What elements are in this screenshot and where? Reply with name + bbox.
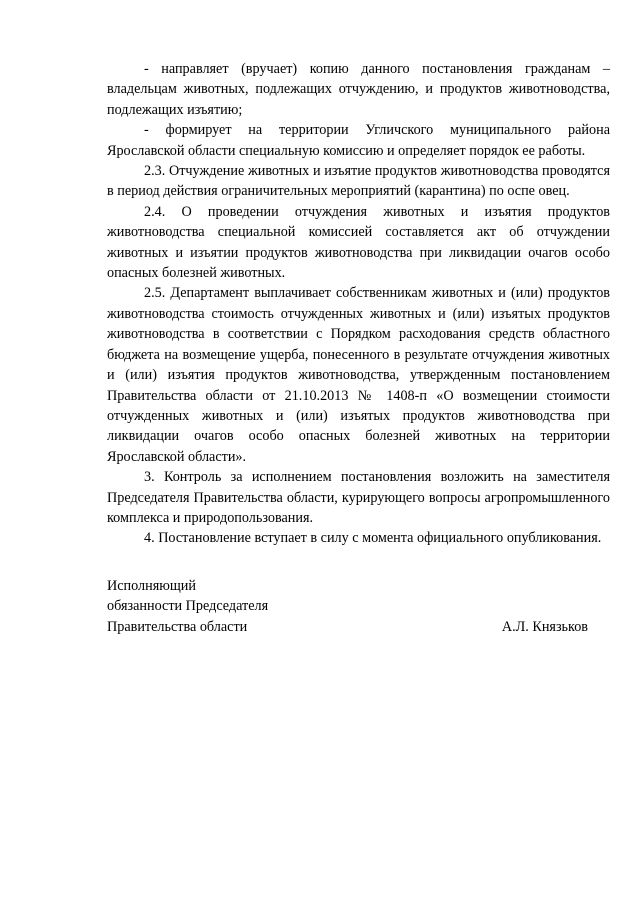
signature-row (107, 617, 610, 637)
paragraph-4: 4. Постановление вступает в силу с момента официального опубликования. (144, 530, 602, 547)
signatory-title-line-3: Правительства области (107, 618, 248, 635)
paragraph-send-copy: - направляет (вручает) копию данного постановления гражданам – владельцам животных, подлежащих отчуждению, и продуктов животноводства, подлежащих изъятию; (107, 61, 610, 118)
paragraph-2-5: 2.5. Департамент выплачивает собственникам животных и (или) продуктов животноводства стоимость отчужденных животных и (или) изъятых продуктов животноводства в соответствии с Порядком расходования средств областного бюджета на возмещение ущерба, понесенного в результате отчуждения животных и (или) изъятия продуктов животноводства, утвержденным постановлением Правительства области от 21.10.2013 № 1408-п «О возмещении стоимости отчужденных животных и (или) изъятых продуктов животноводства при ликвидации очагов особо опасных болезней животных на территории Ярославской области». (107, 285, 610, 465)
paragraph-2-3: 2.3. Отчуждение животных и изъятие продуктов животноводства проводятся в период действия ограничительных мероприятий (карантина) по оспе овец. (107, 163, 610, 200)
signatory-name: А.Л. Князьков (501, 618, 588, 635)
signatory-title-line-1: Исполняющий (107, 578, 196, 594)
paragraph-3: 3. Контроль за исполнением постановления возложить на заместителя Председателя Правительства области, курирующего вопросы агропромышленного комплекса и природопользования. (107, 469, 610, 526)
paragraph-2-4: 2.4. О проведении отчуждения животных и изъятия продуктов животноводства специальной комиссией составляется акт об отчуждении животных и изъятии продуктов животноводства при ликвидации очагов особо опасных болезней животных. (107, 203, 610, 282)
signature-block (107, 576, 610, 637)
paragraph-form-commission: - формирует на территории Угличского муниципального района Ярославской области специальную комиссию и определяет порядок ее работы. (107, 122, 610, 159)
document-body (107, 59, 610, 549)
signatory-title-line-2: обязанности Председателя (107, 598, 269, 615)
